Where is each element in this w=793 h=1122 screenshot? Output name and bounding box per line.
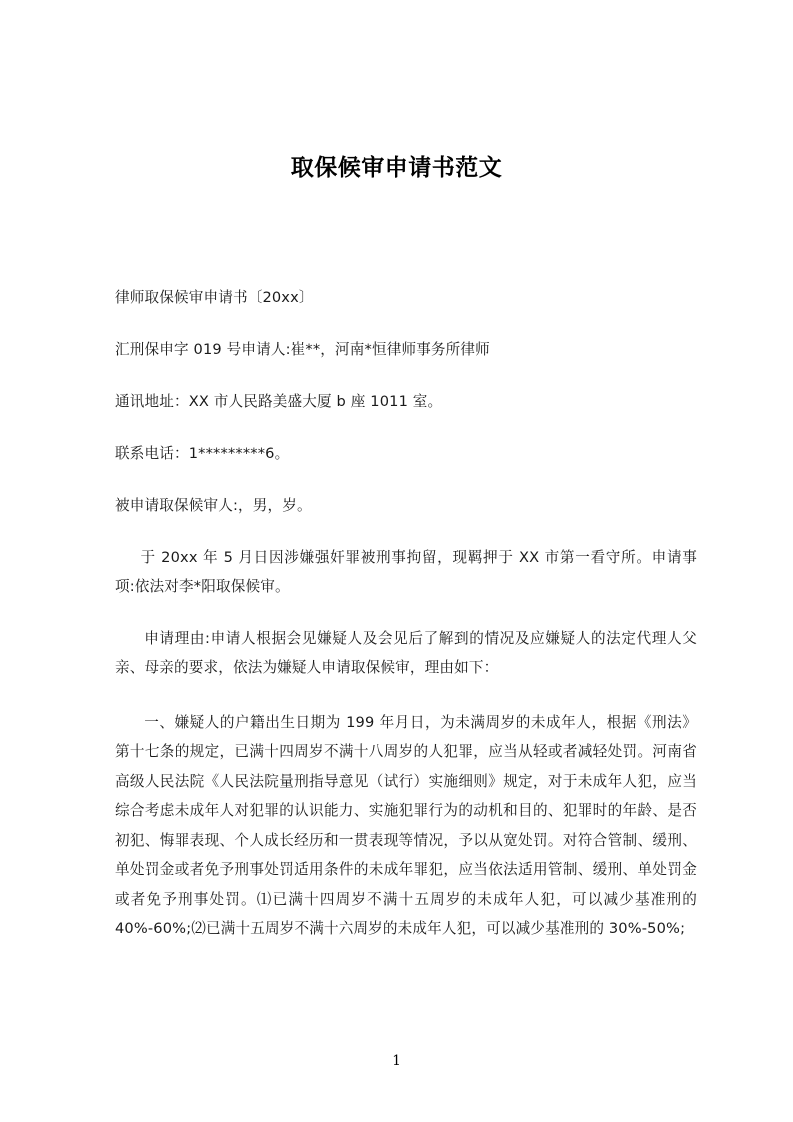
paragraph-subject: 被申请取保候审人:，男，岁。: [115, 497, 312, 514]
paragraph-phone: 联系电话：1*********6。: [115, 445, 290, 462]
paragraph-applicant: 汇刑保申字 019 号申请人:崔**，河南*恒律师事务所律师: [115, 341, 490, 358]
page-number: 1: [392, 1053, 401, 1069]
paragraph-reason-intro: 申请理由:申请人根据会见嫌疑人及会见后了解到的情况及应嫌疑人的法定代理人父亲、母亲的要求，依法为嫌疑人申请取保候审，理由如下：: [115, 629, 697, 676]
document-body: [115, 283, 697, 944]
paragraph-detention: 于 20xx 年 5 月日因涉嫌强奸罪被刑事拘留，现羁押于 XX 市第一看守所。申请事项:依法对李*阳取保候审。: [115, 548, 697, 595]
paragraph-address: 通讯地址：XX 市人民路美盛大厦 b 座 1011 室。: [115, 393, 443, 410]
page-title: 取保候审申请书范文: [290, 155, 503, 182]
paragraph-header-reference: 律师取保候审申请书〔20xx〕: [115, 289, 314, 306]
paragraph-reason-one: 一、嫌疑人的户籍出生日期为 199 年月日，为未满周岁的未成年人，根据《刑法》第十七条的规定，已满十四周岁不满十八周岁的人犯罪，应当从轻或者减轻处罚。河南省高级人民法院《人民法院量刑指导意见（试行）实施细则》规定，对于未成年人犯，应当综合考虑未成年人对犯罪的认识能力、实施犯罪行为的动机和目的、犯罪时的年龄、是否初犯、悔罪表现、个人成长经历和一贯表现等情况，予以从宽处罚。对符合管制、缓刑、单处罚金或者免予刑事处罚适用条件的未成年罪犯，应当依法适用管制、缓刑、单处罚金或者免予刑事处罚。⑴已满十四周岁不满十五周岁的未成年人犯，可以减少基准刑的 40%-60%;⑵已满十五周岁不满十六周岁的未成年人犯，可以减少基准刑的 30%-50%;: [115, 713, 697, 937]
